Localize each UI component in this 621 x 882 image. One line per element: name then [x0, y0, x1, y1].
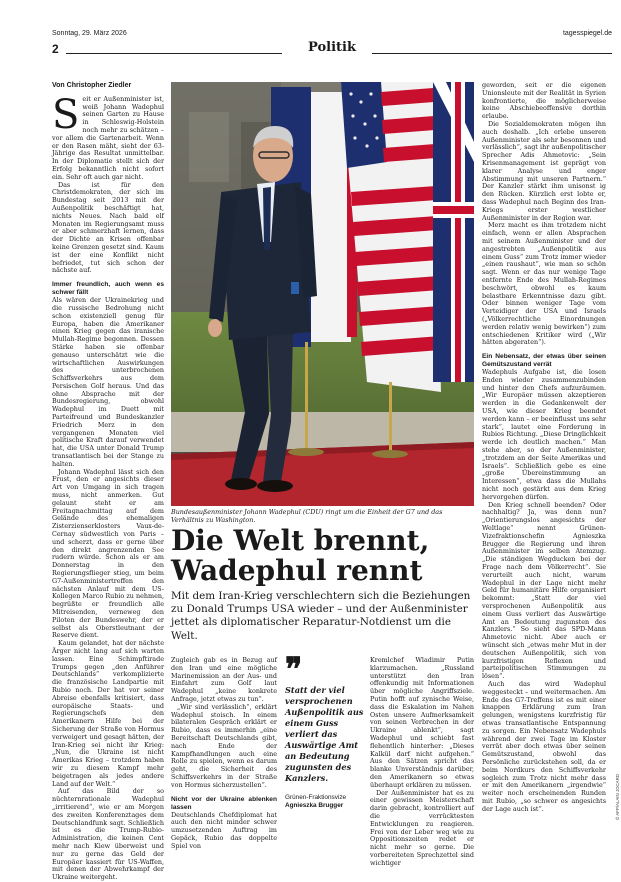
quote-source: [285, 794, 367, 810]
paragraph: Wadephuls Aufgabe ist, die losen Enden wieder zusammenzubinden und hinter den Chefs aufzuräumen. „Wir Europäer müssen akzeptieren werden in die Gedankenwelt der USA, wie dieser Krieg beendet werden kann – er beeinflusst uns sehr stark“, lautet eine Forderung in Rubios Richtung. „Diese Dringlichkeit werde ich deutlich machen.“ Man stehe aber, so der Außenminister, „trotzdem an der Seite Amerikas und Israels“. Schließlich gebe es eine „große Übereinstimmung an Interessen“, etwa dass die Mullahs nicht noch gestärkt aus dem Krieg hervorgehen dürfen.: [482, 368, 606, 501]
paragraph: geworden, seit er die eigenen Unionsleute mit der Realität in Syrien konfrontierte, die möglicherweise keine Abschiebeoffensive dorthin erlaube.: [482, 81, 606, 121]
pull-quote: [285, 650, 367, 810]
paragraph: Kaum gelandet, hat der nächste Ärger nicht lang auf sich warten lassen. Eine Schimpftirade Trumps gegen „den Anführer Deutschlands“ verkomplizierte die französische Landpartie mit Rubio noch. Der hat vor seiner Abreise ebenfalls kritisiert, dass europäische Staats- und Regierungschefs den Amerikanern Hilfe bei der Sicherung der Straße von Hormus verweigert und gesagt hätten, der Iran-Krieg sei nicht ihr Krieg: „Nun, die Ukraine ist nicht Amerikas Krieg – trotzdem haben wir zu diesem Kampf mehr beigetragen als jedes andere Land auf der Welt.“: [52, 639, 164, 788]
byline: Von Christopher Ziedler: [52, 82, 132, 89]
photo-caption: Bundesaußenminister Johann Wadephul (CDU) ringt um die Einheit der G7 und das Verhältnis zu Washington.: [171, 508, 443, 524]
article-photo: [171, 82, 474, 506]
subheading: Ein Nebensatz, der etwas über seinen Gemütszustand verrät: [482, 353, 606, 369]
photo-credit-text: © AFP/ALAIN JOCARD: [615, 774, 620, 820]
article-headline: Die Welt brennt, Wadephul rennt: [171, 524, 430, 587]
photo-illustration: [171, 82, 474, 506]
article-column-3: [370, 656, 474, 867]
quote-source-role: Grünen-Fraktionsvize: [285, 794, 347, 801]
subheading: Immer freundlich, auch wenn es schwer fällt: [52, 281, 164, 297]
paragraph: Zugleich gab es in Bezug auf den Iran und eine mögliche Marinemission an der Aus- und Einfahrt zum Golf laut Wadephul „keine konkrete Anfrage, jetzt etwas zu tun“.: [171, 656, 277, 703]
paragraph: Die Sozialdemokraten mögen ihn auch deshalb. „Ich erlebe unseren Außenminister als sehr besonnen und verlässlich“, sagt ihr außenpolitischer Sprecher Adis Ahmetovic: „Sein Krisenmanagement ist geprägt von klarer Analyse und enger Abstimmung mit unseren Partnern.“ Der Kanzler stärkt ihm unisonst ig den Rücken. Kürzlich erst lobte er, dass Wadephul nach Beginn des Iran-Kriegs erster westlicher Außenminister in der Region war.: [482, 119, 606, 222]
paragraph: Auch das wird Wadephul weggesteckt – und weitermachen. Am Ende des G7-Treffens ist es mit einer knappen Erklärung zum Iran gelungen, wenigstens kurzfristig für etwas transatlantische Entspannung zu sorgen. Ein Nebensatz Wadephuls während der zwei Tage im Kloster verrät aber doch etwas über seinen Gemütszustand, obwohl das Persönliche zurückstehen soll, da er beim Nordkurs den Schiffsverkehr sogleich zum Trotz nicht mehr dass er mit den Amerikanern „irgendwie“ weiter noch erscheinenden Runden mit Rubio, „so schwer es angesichts der Lage auch ist“.: [482, 679, 606, 813]
site-url[interactable]: tagesspiegel.de: [562, 30, 612, 37]
flag-uk: [433, 82, 474, 382]
article-lead: Mit dem Iran-Krieg verschlechtern sich die Beziehungen zu Donald Trumps USA wieder – und der Außenminister jettet als diplomatischer Reparatur-Notdienst um die Welt.: [171, 590, 471, 642]
paragraph: Merz macht es ihm trotzdem nicht einfach, wenn er allen Absprachen mit seinem Außenminister und der angestrebten „Außenpolitik aus einem Guss“ zum Trotz immer wieder „einen raushaut“, wie man so schön sagt. Wenn er das nur wenige Tage entfernte Ende des Mullah-Regimes beschwört, obwohl es kaum belastbare Erkenntnisse dazu gibt. Oder binnen weniger Tage vom Verteidiger der USA und Israels („Völkerrechtliche Einordnungen werden relativ wenig bewirken“) zum entschiedenen Kritiker wird („Wir hätten abgeraten“).: [482, 221, 606, 347]
paragraph-text: eit er Außenminister ist, weiß Johann Wadephul seinen Garten zu Hause in Schleswig-Holstein noch mehr zu schätzen – vor allem die Gartenarbeit. Wenn er den Rasen mäht, sieht der 63-Jährige das Resultat unmittelbar. In der Diplomatie stellt sich der Erfolg bekanntlich nicht sofort ein. Sehr oft auch gar nicht.: [52, 94, 164, 181]
dropcap: S: [52, 91, 80, 138]
paragraph: Kremlchef Wladimir Putin klarzumachen. „Russland unterstützt den Iran offenkundig mit Informationen über mögliche Angriffsziele. Putin hofft auf zynische Weise, dass die Eskalation im Nahen Osten unsere Aufmerksamkeit von seinen Verbrechen in der Ukraine ablenkt“, sagt Wadephul und schiebt fast flehentlich hinterher: „Dieses Kalkül darf nicht aufgehen.“ Aus den Sätzen spricht das blanke Unverständnis darüber, den Amerikanern so etwas überhaupt erklären zu müssen.: [370, 656, 474, 789]
paragraph: Deutschlands Chefdiplomat hat auch den nicht minder schwer umzusetzenden Auftrag im Gepäck, Rubio das doppelte Spiel von: [171, 810, 277, 850]
article-column-2: [171, 657, 277, 852]
article-column-1: [52, 82, 164, 882]
paragraph: Auf das Bild der so nüchternrationale Wadephul „irritierend“, wie er am Morgen des zweiten Konferenztages dem Deutschlandfunk sagt. Schließlich ist es die Trump-Rubio-Administration, die keinen Cent mehr nach Kiew überweist und nur zu gerne das Geld der Europäer kassiert für US-Waffen, mit denen der Abwehrkampf der Ukraine weitergeht.: [52, 787, 164, 882]
paragraph-intro: [52, 91, 164, 182]
article-column-4: [482, 82, 606, 852]
subheading: Nicht vor der Ukraine ablenken lassen: [171, 795, 277, 811]
quote-source-name: Agnieszka Brugger: [285, 802, 344, 809]
paragraph: Das ist für den Christdemokraten, der sich im Bundestag seit 2013 mit der Außenpolitik beschäftigt hat, nichts Neues. Nach bald elf Monaten im Regierungsamt muss er aber schmerzhaft lernen, dass der Dichte an Krisen offenbar keine Grenzen gesetzt sind. Kaum ist der eine Konflikt nicht befriedet, tut sich schon der nächste auf.: [52, 180, 164, 275]
quote-text: Statt der viel versprochenen Außenpolitik aus einem Guss verliert das Auswärtige Amt an Bedeutung zugunsten des Kanzlers.: [285, 685, 364, 783]
masthead: [52, 30, 612, 64]
issue-date: Sonntag, 29. März 2026: [52, 30, 127, 37]
paragraph: Der Außenminister hat es zu einer gewissen Meisterschaft darin gebracht, kontrolliert auf die verrücktesten Entwicklungen zu reagieren. Frei von der Leber weg wie zu Oppositionszeiten redet er nicht mehr so gerne. Die vorbereiteten Sprechzettel sind wichtiger: [370, 788, 474, 867]
quote-mark-icon: ❞: [285, 650, 303, 688]
paragraph: Johann Wadephul lässt sich den Frust, den er angesichts dieser Art von Umgang in sich tragen muss, nicht anmerken. Gut gelaunt steht er am Freitagnachmittag auf dem Gelände des ehemaligen Zisterzienserklosters Vaux-de-Cernay südwestlich von Paris – und scherzt, dass er gerne über den direkt angrenzenden See rudern würde. Schon als er am Donnerstag in den Regierungsflieger stieg, um beim G7-Außenministertreffen den nächsten Anlauf mit dem US-Kollegen Marco Rubio zu nehmen, begrüßte er freundlich alle Mitreisenden, verneweg den Piloten der Bundeswehr, der er selbst als Oberstleutnant der Reserve dient.: [52, 467, 164, 640]
photo-credit: [614, 740, 620, 820]
paragraph: Als wären der Ukrainekrieg und die russische Bedrohung nicht schon existenziell genug für Europa, haben die Amerikaner einen Krieg gegen das iranische Mullah-Regime begonnen. Dessen Stärke haben sie offenbar genauso unterschätzt wie die wirtschaftlichen Auswirkungen des unterbrochenen Schiffsverkehrs aus dem Persischen Golf heraus. Und das ohne Absprache mit der Bundesregierung, obwohl Wadephul im Duett mit Parteifreund und Bundeskanzler Friedrich Merz in den vergangenen Monaten viel politische Kraft darauf verwendet hat, die USA unter Donald Trump transatlantisch bei der Stange zu halten.: [52, 296, 164, 468]
section-title: Politik: [308, 40, 356, 55]
paragraph: Den Krieg schnell beenden? Oder nachhaltig? Ja, was denn nun? „Orientierungslos angesichts der Weltlage“ nennt Grünen-Vizefraktionschefin Agnieszka Brugger die Regierung und ihren Außenminister im selben Atemzug. „Die ständigen Wegducken bei der Frage nach dem Völkerrecht“. Sie verurteilt auch nicht, warum Wadephul in der Lage nicht mehr Geld für humanitäre Hilfe organisiert bekommt: „Statt der viel versprochenen Außenpolitik aus einem Guss verliert das Auswärtige Amt an Bedeutung zugunsten des Kanzlers.“ So sieht das SPD-Mann Ahmetovic nicht. Aber auch er wünscht sich „etwas mehr Mut in der deutschen Außenpolitik, sich von kurzfristigen Reflexen und parteipolitischen Stimmungen zu lösen“.: [482, 500, 606, 681]
page-number: 2: [52, 42, 59, 56]
paragraph: „Wir sind verlässlich“, erklärt Wadephul stoisch. In einem bilateralen Gespräch erklärt er Rubio, dass es immerhin „eine Bereitschaft Deutschlands gibt, nach Ende der Kampfhandlungen auch eine Rolle zu spielen, wenn es darum geht, die Sicherheit des Schiffsverkehrs in der Straße von Hormus sicherzustellen“.: [171, 702, 277, 789]
